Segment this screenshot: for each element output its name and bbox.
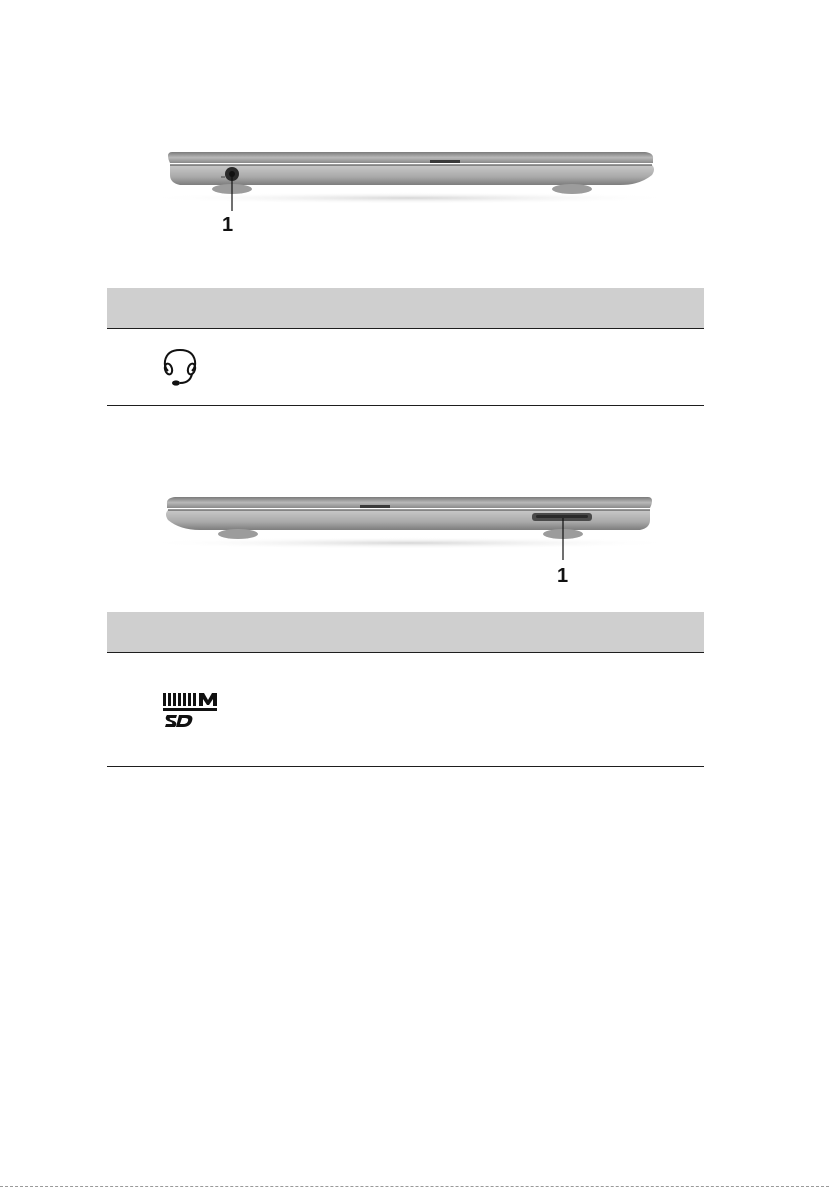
callout-number: 1: [222, 214, 234, 236]
laptop-right-side-illustration: [140, 480, 680, 560]
left-side-view-figure: [140, 135, 680, 215]
right-side-view-figure: [140, 480, 680, 560]
table-row: [107, 329, 704, 406]
table-header-row: [107, 612, 704, 653]
sd-mmc-card-icon: [163, 693, 229, 734]
right-side-spec-table: [107, 612, 704, 767]
laptop-left-side-illustration: [140, 135, 680, 215]
table-header-row: [107, 288, 704, 329]
callout-number: 1: [557, 565, 569, 587]
left-side-spec-table: [107, 288, 704, 406]
headset-icon: [160, 347, 200, 394]
table-row: [107, 653, 704, 767]
page-bottom-rule: [0, 1186, 829, 1187]
